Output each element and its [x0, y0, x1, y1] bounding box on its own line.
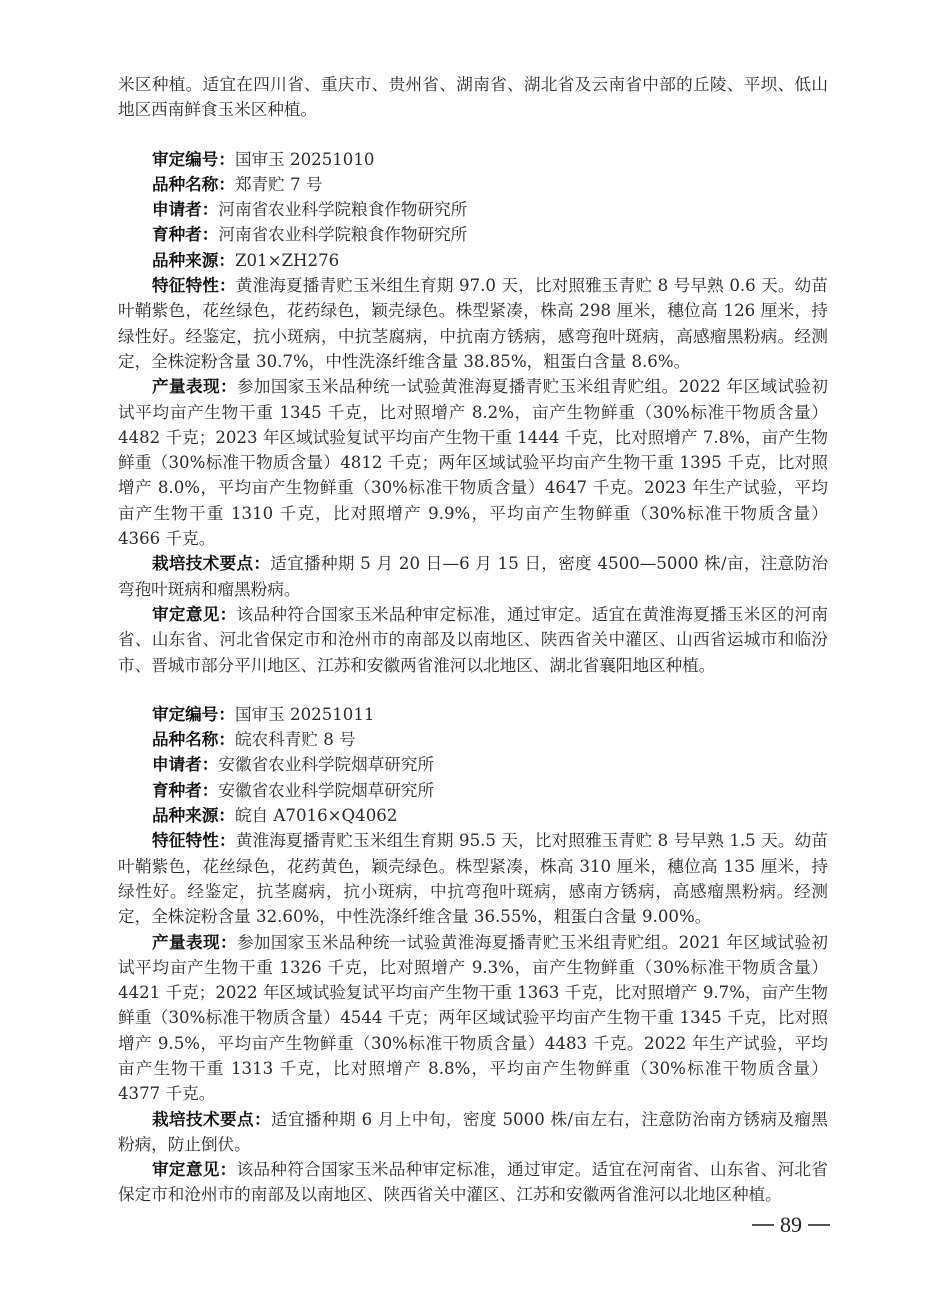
document-page — [118, 72, 828, 1208]
variety-entry — [118, 147, 828, 678]
intro-paragraph: 米区种植。适宜在四川省、重庆市、贵州省、湖南省、湖北省及云南省中部的丘陵、平坝、低山地区西南鲜食玉米区种植。 — [118, 75, 828, 120]
applicant-line: 申请者：河南省农业科学院粮食作物研究所 — [152, 199, 468, 220]
source-line: 品种来源：Z01×ZH276 — [152, 249, 340, 270]
yield-paragraph: 产量表现：参加国家玉米品种统一试验黄淮海夏播青贮玉米组青贮组。2022 年区域试验初试平均亩产生物干重 1345 千克，比对照增产 8.2%，亩产生物鲜重（30%标准干物质含量）4482 千克；2023 年区域试验复试平均亩产生物干重 1444 千克，比对照增产 7.8%，亩产生物鲜重（30%标准干物质含量）4812 千克；两年区域试验平均亩产生物干重 1395 千克，比对照增产 8.0%，平均亩产生物鲜重（30%标准干物质含量）4647 千克。2023 年生产试验，平均亩产生物干重 1310 千克，比对照增产 9.9%，平均亩产生物鲜重（30%标准干物质含量）4366 千克。 — [118, 376, 828, 549]
approval-number-line: 审定编号：国审玉 20251011 — [152, 703, 375, 724]
traits-paragraph: 特征特性：黄淮海夏播青贮玉米组生育期 97.0 天，比对照雅玉青贮 8 号早熟 0.6 天。幼苗叶鞘紫色，花丝绿色，花药绿色，颖壳绿色。株型紧凑，株高 298 厘米，穗位高 126 厘米，持绿性好。经鉴定，抗小斑病，中抗茎腐病，中抗南方锈病，感弯孢叶斑病，高感瘤黑粉病。经测定，全株淀粉含量 30.7%，中性洗涤纤维含量 38.85%，粗蛋白含量 8.6%。 — [118, 275, 829, 371]
page-number-text: 89 — [780, 1212, 802, 1237]
breeder-line: 育种者：河南省农业科学院粮食作物研究所 — [152, 224, 468, 245]
source-line: 品种来源：皖自 A7016×Q4062 — [152, 805, 398, 826]
opinion-paragraph: 审定意见：该品种符合国家玉米品种审定标准，通过审定。适宜在河南省、山东省、河北省保定市和沧州市的南部及以南地区、陕西省关中灌区、江苏和安徽两省淮河以北地区种植。 — [118, 1159, 829, 1205]
yield-paragraph: 产量表现：参加国家玉米品种统一试验黄淮海夏播青贮玉米组青贮组。2021 年区域试验初试平均亩产生物干重 1326 千克，比对照增产 9.3%，亩产生物鲜重（30%标准干物质含量）4421 千克；2022 年区域试验复试平均亩产生物干重 1363 千克，比对照增产 9.7%，亩产生物鲜重（30%标准干物质含量）4544 千克；两年区域试验平均亩产生物干重 1345 千克，比对照增产 9.5%，平均亩产生物鲜重（30%标准干物质含量）4483 千克。2022 年生产试验，平均亩产生物干重 1313 千克，比对照增产 8.8%，平均亩产生物鲜重（30%标准干物质含量）4377 千克。 — [118, 931, 828, 1104]
approval-number-line: 审定编号：国审玉 20251010 — [152, 148, 375, 169]
dash-right — [808, 1224, 830, 1226]
variety-name-line: 品种名称：皖农科青贮 8 号 — [152, 729, 356, 750]
traits-paragraph: 特征特性：黄淮海夏播青贮玉米组生育期 95.5 天，比对照雅玉青贮 8 号早熟 1.5 天。幼苗叶鞘紫色，花丝绿色，花药黄色，颖壳绿色。株型紧凑，株高 310 厘米，穗位高 135 厘米，持绿性好。经鉴定，抗茎腐病，抗小斑病，中抗弯孢叶斑病，感南方锈病，高感瘤黑粉病。经测定，全株淀粉含量 32.60%，中性洗涤纤维含量 36.55%，粗蛋白含量 9.00%。 — [118, 830, 829, 927]
opinion-paragraph: 审定意见：该品种符合国家玉米品种审定标准，通过审定。适宜在黄淮海夏播玉米区的河南省、山东省、河北省保定市和沧州市的南部及以南地区、陕西省关中灌区、山西省运城市和临汾市、晋城市部分平川地区、江苏和安徽两省淮河以北地区、湖北省襄阳地区种植。 — [118, 603, 829, 675]
page-number — [752, 1212, 842, 1238]
dash-left — [752, 1224, 774, 1226]
cultivation-paragraph: 栽培技术要点：适宜播种期 6 月上中旬，密度 5000 株/亩左右，注意防治南方锈病及瘤黑粉病，防止倒伏。 — [118, 1108, 828, 1154]
variety-name-line: 品种名称：郑青贮 7 号 — [152, 173, 323, 194]
variety-entry — [118, 702, 828, 1208]
breeder-line: 育种者：安徽省农业科学院烟草研究所 — [152, 779, 435, 800]
cultivation-paragraph: 栽培技术要点：适宜播种期 5 月 20 日—6 月 15 日，密度 4500—5000 株/亩，注意防治弯孢叶斑病和瘤黑粉病。 — [118, 553, 829, 599]
applicant-line: 申请者：安徽省农业科学院烟草研究所 — [152, 754, 435, 775]
